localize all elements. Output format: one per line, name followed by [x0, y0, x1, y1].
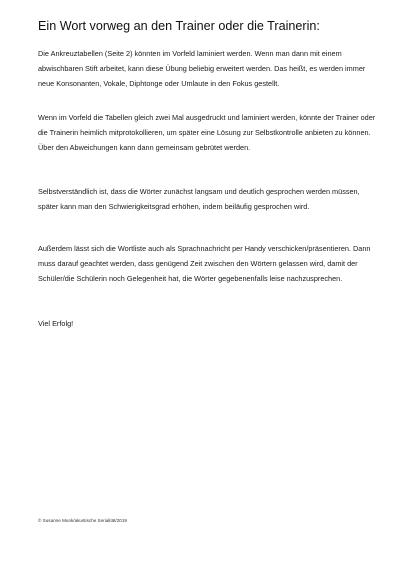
paragraph-voice-message: Außerdem lässt sich die Wortliste auch als Sprachnachricht per Handy verschicken/präsentieren. Dann muss darauf geachtet werden, dass genügend Zeit zwischen den Wörtern gelassen wird, damit der Schüler/die Schülerin noch Gelegenheit hat, die Wörter gegebenenfalls leise nachzusprechen. — [38, 244, 371, 283]
copyright-footer: © Susanne Munk/akustische Serialität/2019 — [38, 518, 127, 523]
paragraph-closing: Viel Erfolg! — [38, 319, 74, 328]
paragraph-laminated-tables: Die Ankreuztabellen (Seite 2) könnten im Vorfeld laminiert werden. Wenn man dann mit einem abwischbaren Stift arbeitet, kann diese Übung beliebig erweitert werden. Das heißt, es werden immer neue Konsonanten, Vokale, Diphtonge oder Umlaute in den Fokus gestellt. — [38, 49, 366, 88]
paragraph-self-check: Wenn im Vorfeld die Tabellen gleich zwei Mal ausgedruckt und laminiert werden, könnte der Trainer oder die Trainerin heimlich mitprotokollieren, um später eine Lösung zur Selbstkontrolle anbieten zu können. Über den Abweichungen kann dann gemeinsam gebrütet werden. — [38, 113, 376, 152]
paragraph-speaking-pace: Selbstverständlich ist, dass die Wörter zunächst langsam und deutlich gesprochen werden müssen, später kann man den Schwierigkeitsgrad erhöhen, indem beiläufig gesprochen wird. — [38, 187, 360, 211]
page-title: Ein Wort vorweg an den Trainer oder die Trainerin: — [38, 19, 320, 33]
